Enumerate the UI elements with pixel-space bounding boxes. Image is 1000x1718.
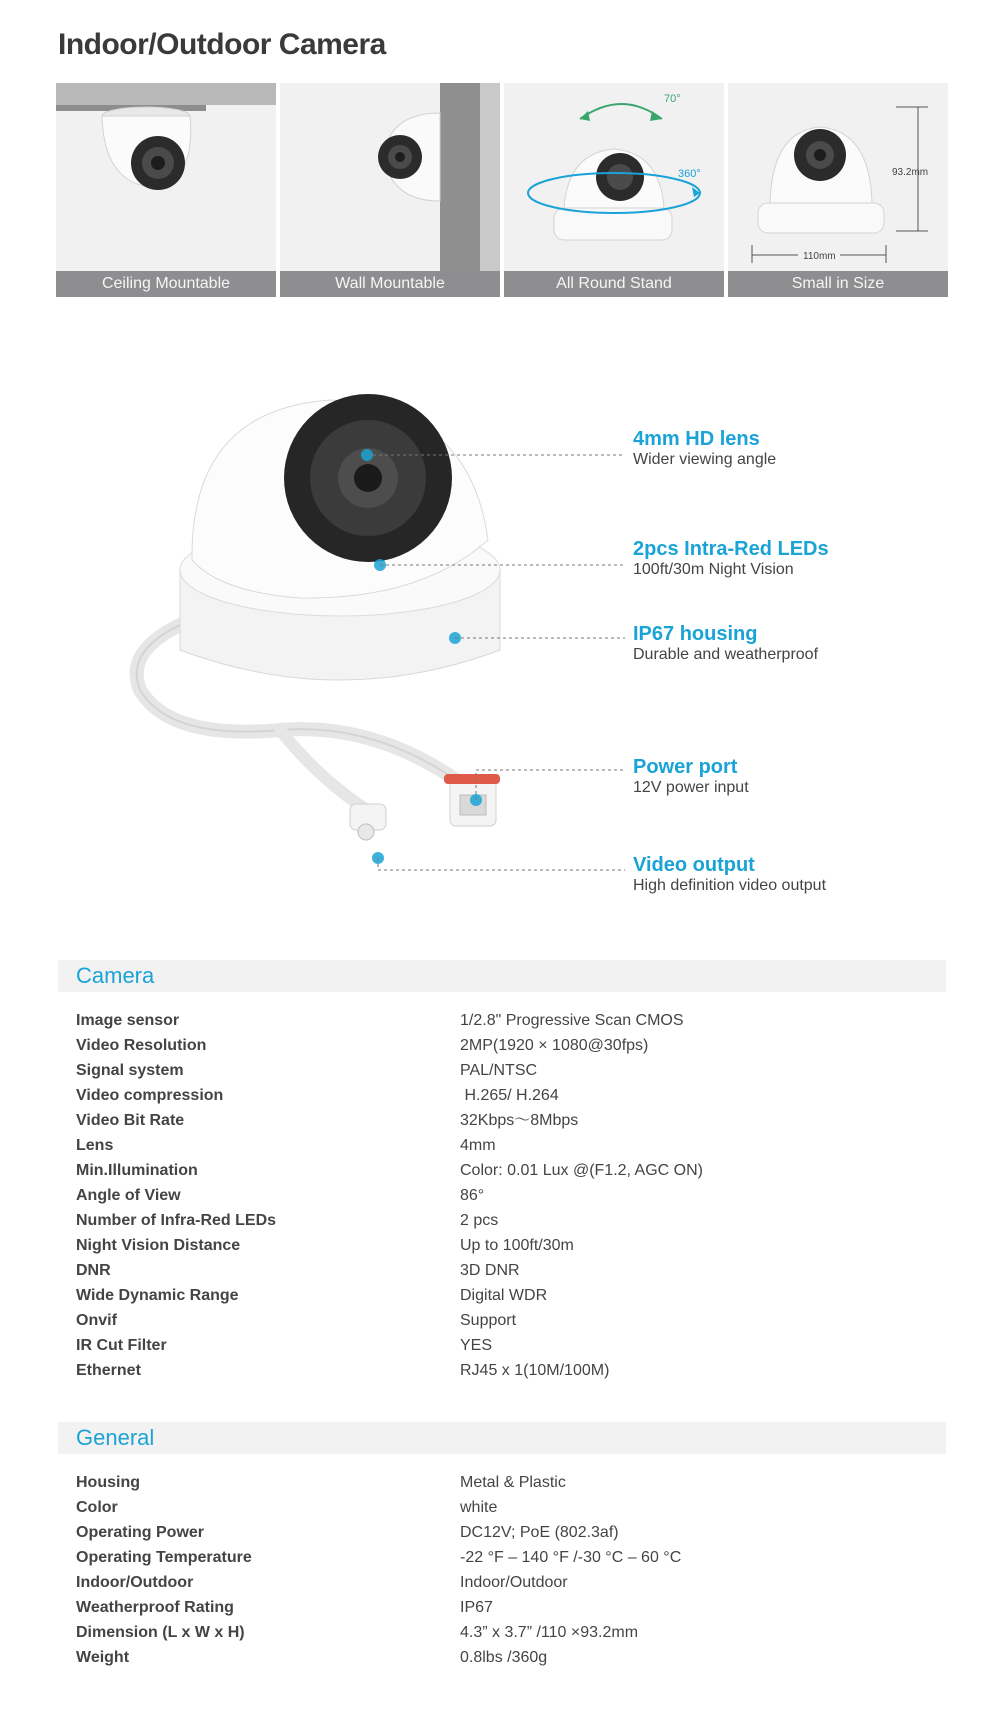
spec-value: 4mm [460, 1137, 496, 1154]
spec-row [58, 1008, 946, 1033]
spec-row [58, 1233, 946, 1258]
spec-row [58, 1158, 946, 1183]
tilt-angle-label: 70° [664, 93, 681, 105]
spec-row [58, 1358, 946, 1383]
height-dimension-label: 93.2mm [892, 167, 929, 178]
spec-value: Support [460, 1312, 517, 1329]
spec-value: Up to 100ft/30m [460, 1237, 574, 1254]
spec-value: H.265/ H.264 [460, 1087, 559, 1104]
spec-label: Number of Infra-Red LEDs [76, 1212, 277, 1229]
spec-label: Operating Power [76, 1524, 205, 1541]
spec-row [58, 1258, 946, 1283]
feature-callout-ir-leds [633, 538, 829, 580]
section-header [58, 1422, 946, 1454]
spec-row [58, 1283, 946, 1308]
mount-caption: Wall Mountable [280, 271, 500, 297]
spec-label: Indoor/Outdoor [76, 1574, 194, 1591]
spec-label: Min.Illumination [76, 1162, 198, 1179]
spec-label: Video Resolution [76, 1037, 207, 1054]
spec-label: Lens [76, 1137, 114, 1154]
spec-row [58, 1645, 946, 1670]
mount-caption: Small in Size [728, 271, 948, 297]
page-title: Indoor/Outdoor Camera [58, 28, 386, 61]
feature-title: Video output [633, 854, 755, 876]
spec-label: Night Vision Distance [76, 1237, 241, 1254]
spec-row [58, 1058, 946, 1083]
spec-value: 86° [460, 1187, 485, 1204]
spec-value: 32Kbps～8Mbps [460, 1112, 579, 1129]
spec-value: YES [460, 1337, 493, 1354]
dimension-camera-icon [728, 83, 948, 297]
spec-row [58, 1108, 946, 1133]
mount-tile-wall [280, 83, 500, 297]
section-header [58, 960, 946, 992]
section-title: General [76, 1425, 155, 1450]
spec-value: IP67 [460, 1599, 493, 1616]
feature-callout-housing [633, 623, 818, 665]
spec-list [58, 1008, 946, 1383]
spec-row [58, 1308, 946, 1333]
spec-value: 0.8lbs /360g [460, 1649, 548, 1666]
spec-label: Housing [76, 1474, 140, 1491]
general-spec-section [58, 1422, 946, 1670]
feature-title: IP67 housing [633, 623, 758, 645]
mount-tile-stand [504, 83, 724, 297]
camera-spec-section [58, 960, 946, 1383]
mount-options [56, 83, 948, 297]
wall-mounted-camera-icon [280, 83, 500, 297]
spec-value: 2MP(1920 × 1080@30fps) [460, 1037, 649, 1054]
spec-label: Angle of View [76, 1187, 181, 1204]
ceiling-mounted-camera-icon [56, 83, 276, 297]
spec-row [58, 1520, 946, 1545]
spec-label: Color [76, 1499, 118, 1516]
spec-row [58, 1570, 946, 1595]
mount-caption: All Round Stand [504, 271, 724, 297]
spec-label: Signal system [76, 1062, 184, 1079]
spec-label: Wide Dynamic Range [76, 1287, 239, 1304]
spec-value: 4.3” x 3.7” /110 ×93.2mm [460, 1624, 639, 1641]
feature-callout-power-port [633, 756, 749, 798]
spec-row [58, 1208, 946, 1233]
spec-row [58, 1133, 946, 1158]
spec-row [58, 1620, 946, 1645]
spec-label: Ethernet [76, 1362, 141, 1379]
section-title: Camera [76, 963, 155, 988]
mount-tile-size [728, 83, 948, 297]
mount-tile-ceiling [56, 83, 276, 297]
spec-value: 2 pcs [460, 1212, 499, 1229]
feature-title: 2pcs Intra-Red LEDs [633, 538, 829, 560]
spec-value: 1/2.8" Progressive Scan CMOS [460, 1012, 684, 1029]
feature-callout-lens [633, 428, 776, 470]
spec-value: white [460, 1499, 498, 1516]
spec-row [58, 1470, 946, 1495]
spec-value: Indoor/Outdoor [460, 1574, 568, 1591]
spec-label: Onvif [76, 1312, 117, 1329]
feature-description: High definition video output [633, 877, 827, 894]
spec-label: Weight [76, 1649, 130, 1666]
spec-value: PAL/NTSC [460, 1062, 538, 1079]
spec-row [58, 1033, 946, 1058]
spec-value: -22 °F – 140 °F /-30 °C – 60 °C [460, 1549, 682, 1566]
pan-angle-label: 360° [678, 168, 701, 180]
spec-label: Video compression [76, 1087, 224, 1104]
spec-list [58, 1470, 946, 1670]
spec-label: Weatherproof Rating [76, 1599, 234, 1616]
feature-description: Wider viewing angle [633, 451, 777, 468]
spec-row [58, 1183, 946, 1208]
dome-camera-illustration [0, 370, 1000, 930]
spec-value: 3D DNR [460, 1262, 520, 1279]
feature-description: Durable and weatherproof [633, 646, 819, 663]
spec-label: Operating Temperature [76, 1549, 252, 1566]
spec-label: Video Bit Rate [76, 1112, 185, 1129]
spec-value: Color: 0.01 Lux @(F1.2, AGC ON) [460, 1162, 703, 1179]
rotation-camera-icon [504, 83, 724, 297]
spec-value: Digital WDR [460, 1287, 548, 1304]
feature-diagram [0, 370, 1000, 930]
mount-caption: Ceiling Mountable [56, 271, 276, 297]
spec-row [58, 1333, 946, 1358]
spec-row [58, 1545, 946, 1570]
spec-label: DNR [76, 1262, 111, 1279]
feature-title: 4mm HD lens [633, 428, 760, 450]
spec-row [58, 1595, 946, 1620]
feature-title: Power port [633, 756, 738, 778]
spec-value: DC12V; PoE (802.3af) [460, 1524, 619, 1541]
feature-callout-video-output [633, 854, 826, 896]
spec-value: RJ45 x 1(10M/100M) [460, 1362, 610, 1379]
spec-label: Image sensor [76, 1012, 180, 1029]
spec-label: IR Cut Filter [76, 1337, 167, 1354]
spec-label: Dimension (L x W x H) [76, 1624, 245, 1641]
feature-description: 100ft/30m Night Vision [633, 561, 794, 578]
feature-description: 12V power input [633, 779, 749, 796]
spec-row [58, 1083, 946, 1108]
width-dimension-label: 110mm [803, 251, 836, 262]
spec-value: Metal & Plastic [460, 1474, 566, 1491]
spec-row [58, 1495, 946, 1520]
